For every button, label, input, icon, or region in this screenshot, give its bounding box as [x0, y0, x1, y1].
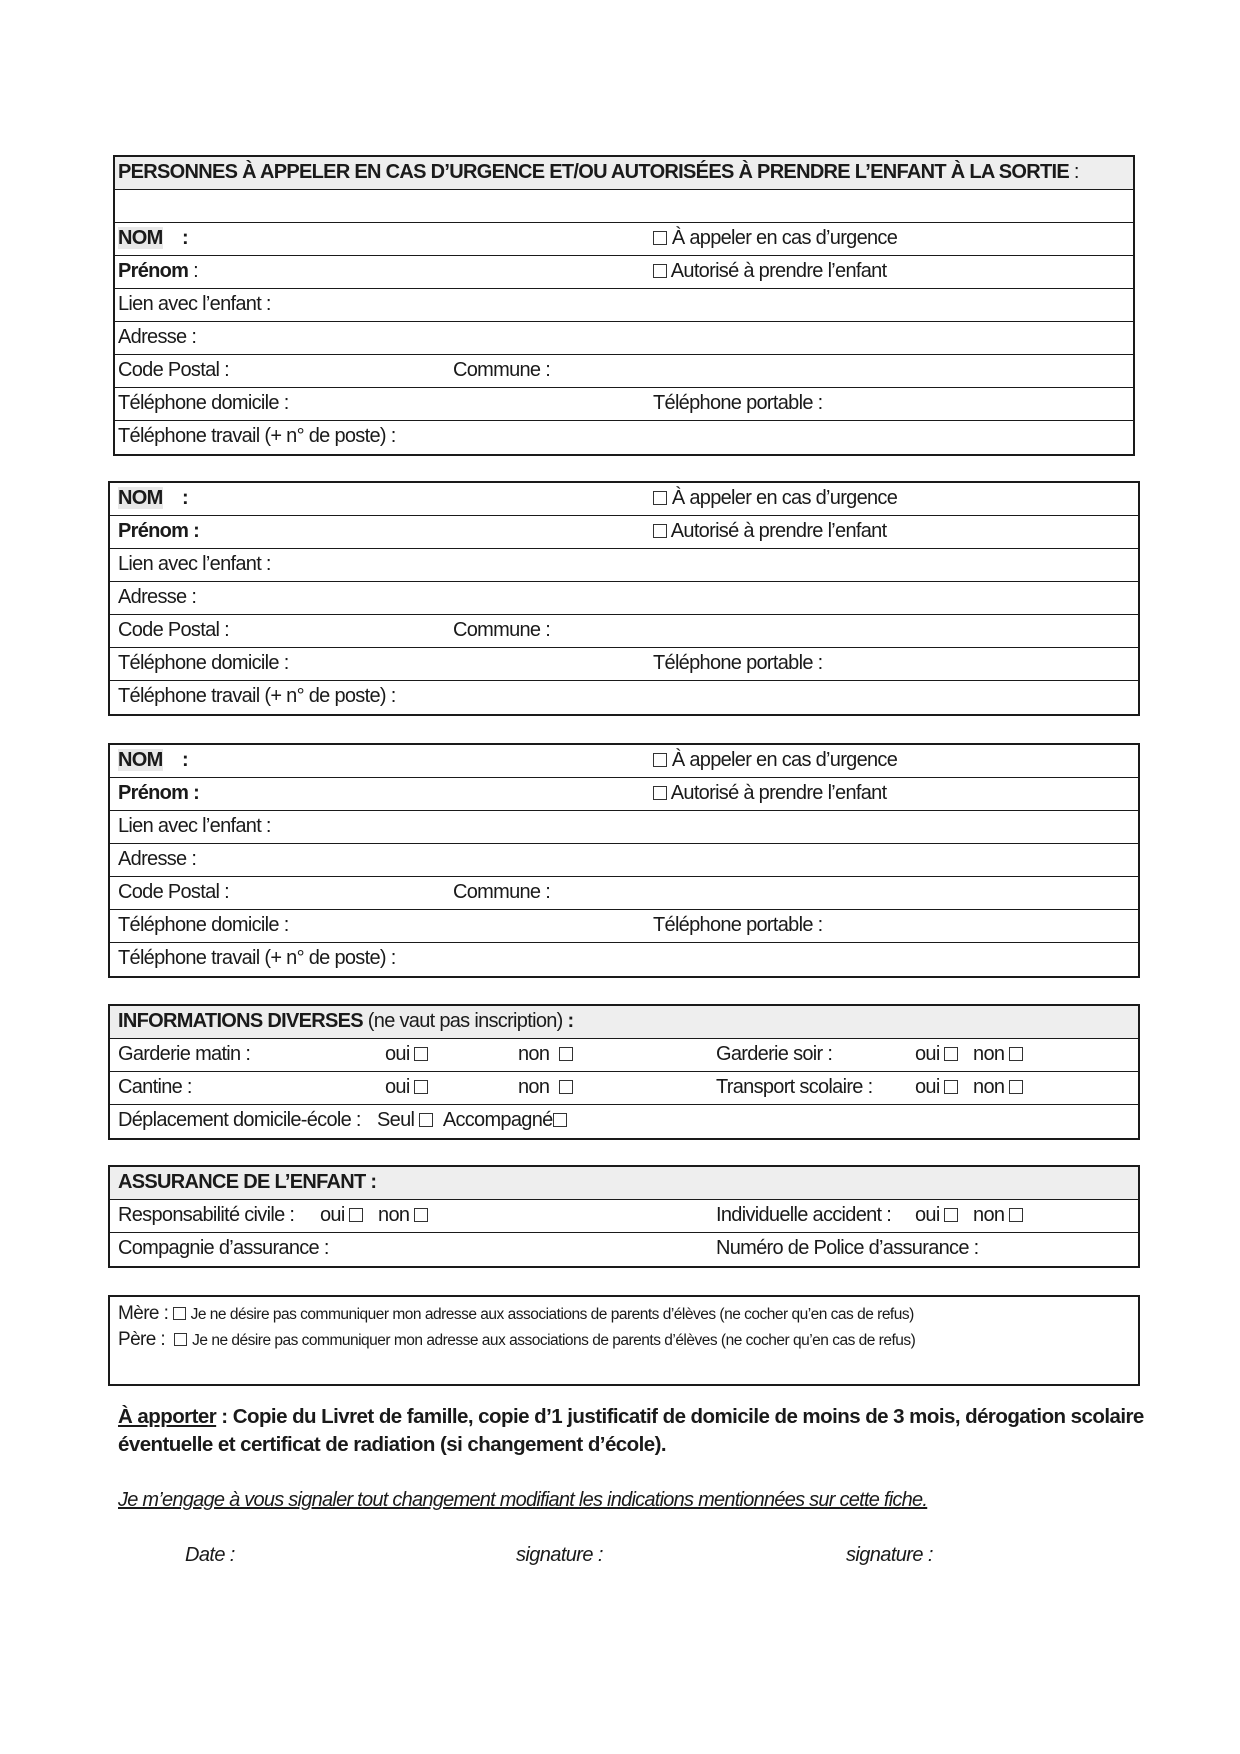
- deplacement-label: Déplacement domicile-école :: [118, 1109, 361, 1131]
- cantine-row: [110, 1072, 1138, 1105]
- lien-label: Lien avec l’enfant :: [118, 815, 271, 837]
- individuelle-label: Individuelle accident :: [716, 1204, 892, 1226]
- urgence-label: À appeler en cas d’urgence: [671, 749, 898, 771]
- nom-label: NOM: [118, 749, 163, 771]
- deplacement-row: [110, 1105, 1138, 1138]
- urgence-checkbox[interactable]: [653, 753, 667, 767]
- lien-row[interactable]: [115, 289, 1133, 322]
- individuelle-non-checkbox[interactable]: [1009, 1208, 1023, 1222]
- cantine-label: Cantine :: [118, 1076, 192, 1098]
- tel-portable-label: Téléphone portable :: [653, 392, 823, 414]
- apporter-text: : Copie du Livret de famille, copie d’1 justificatif de domicile de moins de 3 mois, dérogation scolaire: [216, 1405, 1144, 1428]
- lien-label: Lien avec l’enfant :: [118, 293, 271, 315]
- tel-travail-label: Téléphone travail (+ n° de poste) :: [118, 685, 396, 707]
- informations-table: [108, 1004, 1140, 1140]
- code-postal-row[interactable]: [115, 355, 1133, 388]
- prenom-label: Prénom :: [118, 520, 200, 542]
- assurance-title: ASSURANCE DE L’ENFANT :: [118, 1171, 377, 1193]
- autorise-label: Autorisé à prendre l’enfant: [670, 782, 887, 804]
- non-label: non: [973, 1076, 1005, 1098]
- nom-label: NOM: [118, 487, 163, 509]
- nom-row: [110, 745, 1138, 778]
- oui-label: oui: [385, 1043, 410, 1065]
- informations-header: [110, 1006, 1138, 1039]
- contacts-section-title-colon: :: [1068, 161, 1079, 183]
- autorise-checkbox[interactable]: [653, 524, 667, 538]
- commune-label: Commune :: [453, 359, 551, 381]
- tel-portable-label: Téléphone portable :: [653, 914, 823, 936]
- tel-travail-row[interactable]: [110, 943, 1138, 976]
- lien-row[interactable]: [110, 549, 1138, 582]
- informations-colon: :: [567, 1010, 574, 1032]
- code-postal-label: Code Postal :: [118, 881, 229, 903]
- autorise-label: Autorisé à prendre l’enfant: [670, 520, 887, 542]
- accompagne-label: Accompagné: [442, 1109, 553, 1131]
- contacts-table-1: [113, 155, 1135, 456]
- date-label[interactable]: Date :: [185, 1544, 235, 1566]
- contacts-table-3: [108, 743, 1140, 978]
- commune-label: Commune :: [453, 619, 551, 641]
- garderie-soir-label: Garderie soir :: [716, 1043, 833, 1065]
- adresse-row[interactable]: [110, 844, 1138, 877]
- mere-line: [118, 1303, 914, 1325]
- prenom-label: Prénom: [118, 260, 189, 282]
- transport-label: Transport scolaire :: [716, 1076, 873, 1098]
- tel-domicile-label: Téléphone domicile :: [118, 392, 289, 414]
- lien-row[interactable]: [110, 811, 1138, 844]
- prenom-row: [115, 256, 1133, 289]
- nom-label: NOM: [118, 227, 163, 249]
- accompagne-checkbox[interactable]: [553, 1113, 567, 1127]
- pere-label: Père :: [118, 1329, 166, 1350]
- non-label: non: [518, 1043, 550, 1065]
- non-label: non: [973, 1043, 1005, 1065]
- code-postal-label: Code Postal :: [118, 619, 229, 641]
- signature-1-label[interactable]: signature :: [516, 1544, 603, 1566]
- oui-label: oui: [385, 1076, 410, 1098]
- adresse-row[interactable]: [115, 322, 1133, 355]
- individuelle-oui-checkbox[interactable]: [944, 1208, 958, 1222]
- code-postal-row[interactable]: [110, 615, 1138, 648]
- responsabilite-label: Responsabilité civile :: [118, 1204, 295, 1226]
- prenom-colon: :: [188, 260, 198, 282]
- pere-refus-checkbox[interactable]: [174, 1333, 187, 1346]
- responsabilite-row: [110, 1200, 1138, 1233]
- signature-2-label[interactable]: signature :: [846, 1544, 933, 1566]
- responsabilite-oui-checkbox[interactable]: [349, 1208, 363, 1222]
- autorise-checkbox[interactable]: [653, 786, 667, 800]
- tel-travail-row[interactable]: [115, 421, 1133, 454]
- oui-label: oui: [320, 1204, 345, 1226]
- nom-row: [115, 223, 1133, 256]
- tel-domicile-label: Téléphone domicile :: [118, 652, 289, 674]
- pere-line: [118, 1329, 915, 1351]
- tel-travail-label: Téléphone travail (+ n° de poste) :: [118, 425, 396, 447]
- telephone-row[interactable]: [110, 648, 1138, 681]
- compagnie-label: Compagnie d’assurance :: [118, 1237, 329, 1259]
- nom-colon: :: [182, 749, 188, 771]
- urgence-label: À appeler en cas d’urgence: [671, 487, 898, 509]
- mere-refus-checkbox[interactable]: [173, 1307, 186, 1320]
- tel-travail-row[interactable]: [110, 681, 1138, 714]
- cantine-non-checkbox[interactable]: [559, 1080, 573, 1094]
- autorise-label: Autorisé à prendre l’enfant: [670, 260, 887, 282]
- code-postal-label: Code Postal :: [118, 359, 229, 381]
- garderie-soir-oui-checkbox[interactable]: [944, 1047, 958, 1061]
- police-label: Numéro de Police d’assurance :: [716, 1237, 979, 1259]
- mere-label: Mère :: [118, 1303, 169, 1324]
- seul-checkbox[interactable]: [419, 1113, 433, 1127]
- cantine-oui-checkbox[interactable]: [414, 1080, 428, 1094]
- non-label: non: [378, 1204, 410, 1226]
- autorise-checkbox[interactable]: [653, 264, 667, 278]
- tel-portable-label: Téléphone portable :: [653, 652, 823, 674]
- transport-non-checkbox[interactable]: [1009, 1080, 1023, 1094]
- prenom-label: Prénom :: [118, 782, 200, 804]
- non-label: non: [973, 1204, 1005, 1226]
- code-postal-row[interactable]: [110, 877, 1138, 910]
- nom-colon: :: [182, 487, 188, 509]
- compagnie-row[interactable]: [110, 1233, 1138, 1266]
- urgence-checkbox[interactable]: [653, 491, 667, 505]
- pere-text: Je ne désire pas communiquer mon adresse aux associations de parents d’élèves (ne cocher qu’en cas de refus): [192, 1332, 916, 1349]
- adresse-label: Adresse :: [118, 586, 197, 608]
- contacts-table-2: [108, 481, 1140, 716]
- adresse-row[interactable]: [110, 582, 1138, 615]
- responsabilite-non-checkbox[interactable]: [414, 1208, 428, 1222]
- assurance-table: [108, 1165, 1140, 1268]
- informations-title: INFORMATIONS DIVERSES: [118, 1010, 363, 1032]
- garderie-matin-oui-checkbox[interactable]: [414, 1047, 428, 1061]
- urgence-label: À appeler en cas d’urgence: [671, 227, 898, 249]
- apporter-line-2: éventuelle et certificat de radiation (si changement d’école).: [118, 1433, 667, 1456]
- contacts-section-title: PERSONNES À APPELER EN CAS D’URGENCE ET/OU AUTORISÉES À PRENDRE L’ENFANT À LA SORTIE: [118, 161, 1069, 183]
- prenom-row: [110, 516, 1138, 549]
- prenom-row: [110, 778, 1138, 811]
- parents-consent-box: [108, 1295, 1140, 1386]
- oui-label: oui: [915, 1076, 940, 1098]
- garderie-soir-non-checkbox[interactable]: [1009, 1047, 1023, 1061]
- telephone-row[interactable]: [115, 388, 1133, 421]
- garderie-matin-non-checkbox[interactable]: [559, 1047, 573, 1061]
- blank-row: [115, 190, 1133, 223]
- mere-text: Je ne désire pas communiquer mon adresse aux associations de parents d’élèves (ne cocher qu’en cas de refus): [190, 1306, 914, 1323]
- nom-colon: :: [182, 227, 188, 249]
- lien-label: Lien avec l’enfant :: [118, 553, 271, 575]
- telephone-row[interactable]: [110, 910, 1138, 943]
- garderie-row: [110, 1039, 1138, 1072]
- assurance-header: [110, 1167, 1138, 1200]
- tel-domicile-label: Téléphone domicile :: [118, 914, 289, 936]
- seul-label: Seul: [377, 1109, 415, 1131]
- adresse-label: Adresse :: [118, 326, 197, 348]
- nom-row: [110, 483, 1138, 516]
- engagement-text: Je m’engage à vous signaler tout changement modifiant les indications mentionnées sur cette fiche.: [118, 1489, 928, 1511]
- garderie-matin-label: Garderie matin :: [118, 1043, 251, 1065]
- contacts-section-header: [115, 157, 1133, 190]
- commune-label: Commune :: [453, 881, 551, 903]
- non-label: non: [518, 1076, 550, 1098]
- tel-travail-label: Téléphone travail (+ n° de poste) :: [118, 947, 396, 969]
- informations-subtitle: (ne vaut pas inscription): [362, 1010, 568, 1032]
- apporter-line-1: [118, 1405, 1144, 1429]
- adresse-label: Adresse :: [118, 848, 197, 870]
- oui-label: oui: [915, 1204, 940, 1226]
- transport-oui-checkbox[interactable]: [944, 1080, 958, 1094]
- urgence-checkbox[interactable]: [653, 231, 667, 245]
- apporter-label: À apporter: [118, 1405, 217, 1428]
- oui-label: oui: [915, 1043, 940, 1065]
